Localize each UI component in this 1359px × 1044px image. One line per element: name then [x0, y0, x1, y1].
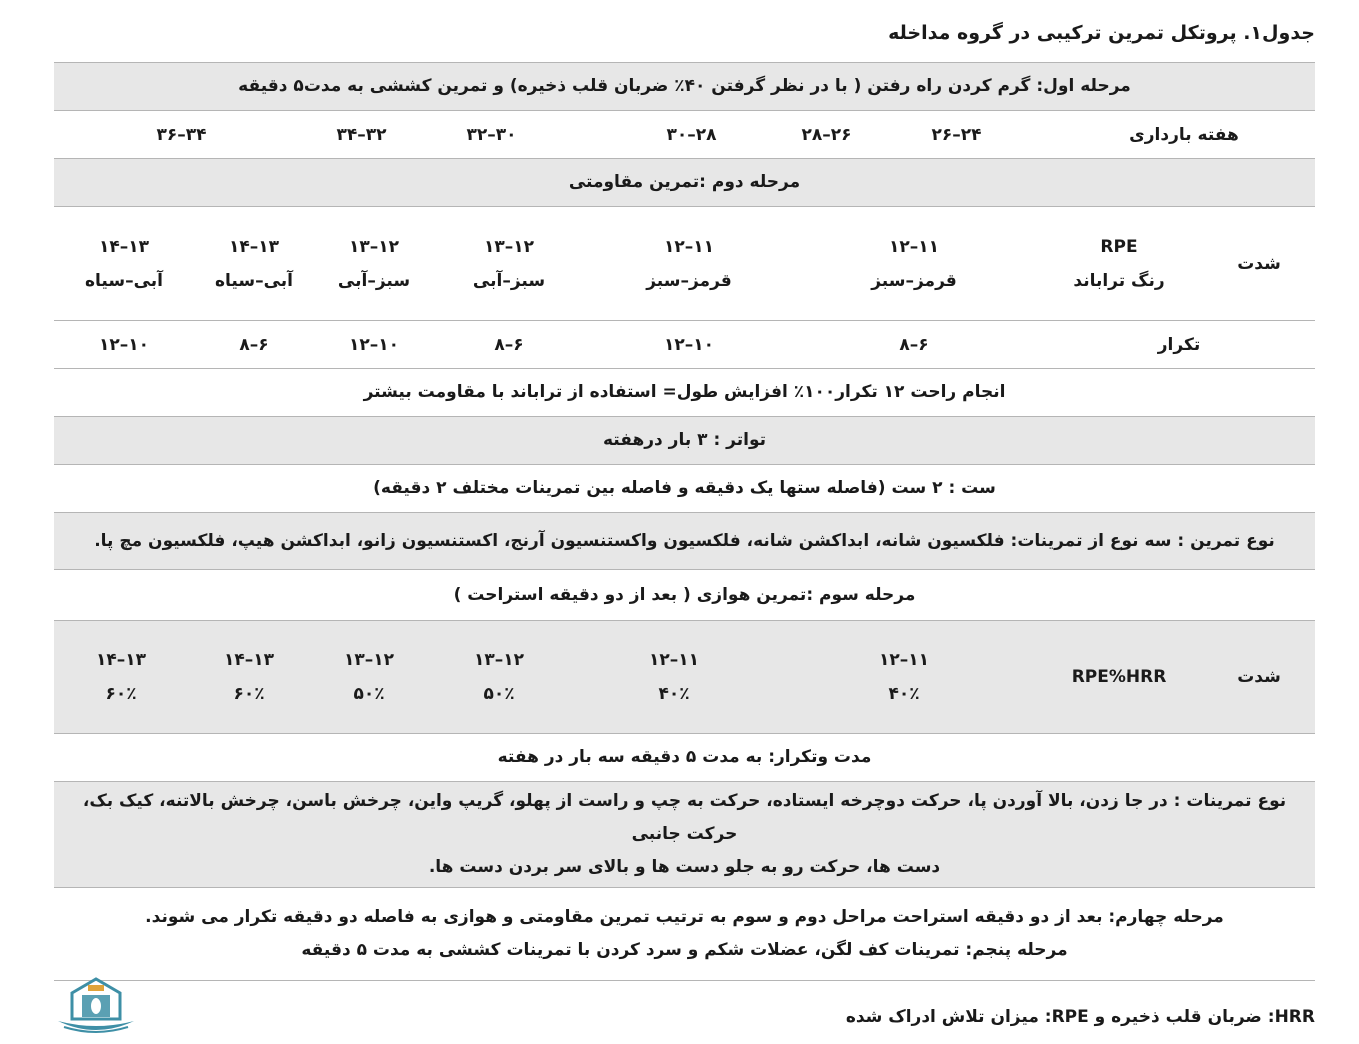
intensity-cell	[319, 207, 429, 320]
rpe-value: ۱۱–۱۲	[878, 650, 930, 670]
hrr-value: ۶۰٪	[233, 684, 265, 704]
frequency-row	[54, 417, 1315, 465]
journal-logo	[54, 975, 138, 1039]
rpe-hrr-label: RPE%HRR	[1071, 667, 1167, 687]
week-cell: ۲۴–۲۶	[931, 124, 982, 145]
rpe-value: ۱۲–۱۳	[343, 650, 395, 670]
progression-text: انجام راحت ۱۲ تکرار۱۰۰٪ افزایش طول= استفاده از تراباند با مقاومت بیشتر	[363, 382, 1006, 402]
sets-text: ست : ۲ ست (فاصله ستها یک دقیقه و فاصله بین تمرینات مختلف ۲ دقیقه)	[373, 478, 996, 498]
reps-cell: ۱۰–۱۲	[663, 334, 715, 355]
intensity-cell	[199, 207, 309, 320]
hrr-value: ۵۰٪	[353, 684, 385, 704]
aerobic-exercises-text	[54, 785, 1315, 884]
hrr-value: ۶۰٪	[105, 684, 137, 704]
rpe-label: RPE	[1100, 236, 1138, 257]
reps-cell: ۱۰–۱۲	[98, 334, 150, 355]
intensity-label: شدت	[1237, 253, 1281, 274]
rpe-value: ۱۲–۱۳	[348, 236, 400, 257]
reps-cell: ۶–۸	[899, 334, 929, 355]
stage4-5-row	[54, 888, 1315, 981]
band-color-label: رنگ تراباند	[1073, 270, 1165, 291]
week-cell: ۲۸–۳۰	[666, 124, 717, 145]
intensity-cell	[614, 621, 734, 733]
week-cell: ۳۰–۳۲	[466, 124, 517, 145]
band-color: سبز–آبی	[472, 270, 546, 291]
table-footnote: HRR: ضربان قلب ذخیره و RPE: میزان تلاش ادراک شده	[845, 1007, 1315, 1027]
stage3-header: مرحله سوم :تمرین هوازی ( بعد از دو دقیقه استراحت )	[453, 584, 916, 605]
reps-cell: ۱۰–۱۲	[348, 334, 400, 355]
stage4-text: مرحله چهارم: بعد از دو دقیقه استراحت مراحل دوم و سوم به ترتیب تمرین مقاومتی و هوازی به فاصله دو دقیقه تکرار می شوند.	[145, 907, 1224, 927]
week-cell: ۲۶–۲۸	[801, 124, 852, 145]
intensity-cell	[194, 621, 304, 733]
protocol-table	[54, 62, 1315, 981]
frequency-text: تواتر : ۳ بار درهفته	[602, 430, 767, 450]
reps-cell: ۶–۸	[494, 334, 524, 355]
rpe-value: ۱۳–۱۴	[223, 650, 275, 670]
band-color: قرمز–سبز	[871, 270, 957, 291]
stage2-intensity-row	[54, 207, 1315, 321]
rpe-value: ۱۳–۱۴	[95, 650, 147, 670]
logo-banner	[88, 985, 104, 991]
stage4-5-text	[54, 901, 1315, 967]
intensity-cell	[69, 207, 179, 320]
logo-emblem	[91, 998, 101, 1014]
intensity-cell	[66, 621, 176, 733]
stage5-text: مرحله پنجم: تمرینات کف لگن، عضلات شکم و سرد کردن با تمرینات کششی به مدت ۵ دقیقه	[301, 940, 1068, 960]
rpe-value: ۱۲–۱۳	[473, 650, 525, 670]
stage2-header-row	[54, 159, 1315, 207]
aerobic-exercises-row	[54, 782, 1315, 888]
reps-row	[54, 321, 1315, 369]
rpe-value: ۱۳–۱۴	[98, 236, 150, 257]
rpe-value: ۱۱–۱۲	[648, 650, 700, 670]
rpe-band-label	[1054, 207, 1184, 320]
weeks-label: هفته بارداری	[1129, 124, 1239, 145]
intensity-cell	[454, 207, 564, 320]
hrr-value: ۵۰٪	[483, 684, 515, 704]
rpe-value: ۱۳–۱۴	[228, 236, 280, 257]
sets-row	[54, 465, 1315, 513]
stage3-header-row	[54, 570, 1315, 621]
table-caption: جدول۱. پروتکل تمرین ترکیبی در گروه مداخله	[888, 22, 1315, 44]
duration-row	[54, 734, 1315, 782]
week-cell: ۳۲–۳۴	[336, 124, 387, 145]
reps-cell: ۶–۸	[239, 334, 269, 355]
hrr-value: ۴۰٪	[658, 684, 690, 704]
stage3-intensity-row	[54, 621, 1315, 734]
intensity-cell	[844, 621, 964, 733]
intensity-cell	[444, 621, 554, 733]
aerobic-exercises-line2: دست ها، حرکت رو به جلو دست ها و بالای سر بردن دست ها.	[428, 857, 941, 877]
stage1-header-row	[54, 63, 1315, 111]
rpe-value: ۱۲–۱۳	[483, 236, 535, 257]
hrr-value: ۴۰٪	[888, 684, 920, 704]
intensity-cell	[854, 207, 974, 320]
intensity-cell	[629, 207, 749, 320]
intensity-label: شدت	[1237, 667, 1281, 687]
reps-label: تکرار	[1157, 334, 1201, 355]
stage2-header: مرحله دوم :تمرین مقاومتی	[568, 172, 801, 192]
rpe-value: ۱۱–۱۲	[888, 236, 940, 257]
rpe-value: ۱۱–۱۲	[663, 236, 715, 257]
band-color: آبی–سیاه	[85, 270, 163, 291]
band-color: قرمز–سبز	[646, 270, 732, 291]
resistance-exercises-text: نوع تمرین : سه نوع از تمرینات: فلکسیون شانه، ابداکشن شانه، فلکسیون واکستنسیون آرنج، اکستنسیون زانو، ابداکشن هیپ، فلکسیون مچ پا.	[94, 530, 1275, 551]
band-color: آبی–سیاه	[215, 270, 293, 291]
resistance-exercises-row	[54, 513, 1315, 570]
intensity-cell	[314, 621, 424, 733]
aerobic-exercises-line1: نوع تمرینات : در جا زدن، بالا آوردن پا، حرکت دوچرخه ایستاده، حرکت به چپ و راست از پهلو، گریپ واین، چرخش باسن، چرخش بالاتنه، کیک بک، حرکت جانبی	[82, 791, 1287, 844]
weeks-row	[54, 111, 1315, 159]
stage1-header: مرحله اول: گرم کردن راه رفتن ( با در نظر گرفتن ۴۰٪ ضربان قلب ذخیره) و تمرین کششی به مدت۵ دقیقه	[238, 76, 1131, 96]
week-cell: ۳۴–۳۶	[156, 124, 207, 145]
progression-row	[54, 369, 1315, 417]
duration-text: مدت وتکرار: به مدت ۵ دقیقه سه بار در هفته	[497, 747, 872, 767]
band-color: سبز–آبی	[337, 270, 411, 291]
